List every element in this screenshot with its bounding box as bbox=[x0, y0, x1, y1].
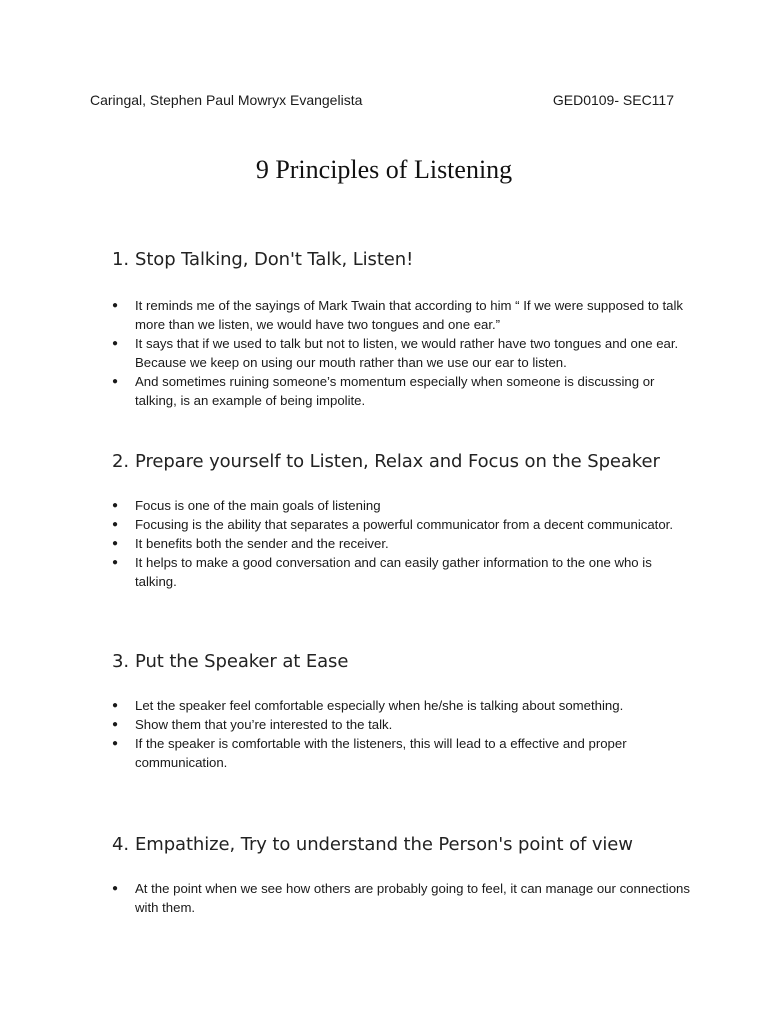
bullet-list bbox=[112, 879, 692, 917]
section-heading-text: Stop Talking, Don't Talk, Listen! bbox=[135, 249, 414, 270]
section-heading bbox=[112, 450, 692, 474]
section-heading bbox=[112, 248, 692, 272]
bullet-item: ● It reminds me of the sayings of Mark Twain that according to him “ If we were supposed to talk more than we listen, we would have two tongues and one ear.” bbox=[112, 296, 692, 334]
author-name: Caringal, Stephen Paul Mowryx Evangelista bbox=[90, 92, 363, 108]
section-3 bbox=[112, 650, 692, 772]
course-code: GED0109- SEC117 bbox=[552, 92, 674, 108]
section-number: 4. bbox=[112, 834, 129, 855]
bullet-item: ● It says that if we used to talk but not to listen, we would rather have two tongues and one ear. Because we keep on using our mouth rather than we use our ear to listen. bbox=[112, 334, 692, 372]
bullet-list bbox=[112, 296, 692, 410]
section-heading-text: Empathize, Try to understand the Person's point of view bbox=[135, 834, 633, 855]
bullet-list bbox=[112, 496, 692, 591]
bullet-item: ● And sometimes ruining someone’s momentum especially when someone is discussing or talking, is an example of being impolite. bbox=[112, 372, 692, 410]
section-heading-text: Put the Speaker at Ease bbox=[135, 651, 349, 672]
section-2 bbox=[112, 450, 692, 591]
section-number: 2. bbox=[112, 451, 129, 472]
section-number: 3. bbox=[112, 651, 129, 672]
section-heading-text: Prepare yourself to Listen, Relax and Focus on the Speaker bbox=[135, 451, 660, 472]
section-heading bbox=[112, 833, 692, 857]
bullet-item: ● Let the speaker feel comfortable especially when he/she is talking about something. bbox=[112, 696, 692, 715]
document-header bbox=[90, 92, 674, 112]
bullet-item: ● It benefits both the sender and the receiver. bbox=[112, 534, 692, 553]
section-4 bbox=[112, 833, 692, 917]
section-1 bbox=[112, 248, 692, 410]
bullet-item: ● Focusing is the ability that separates a powerful communicator from a decent communicator. bbox=[112, 515, 692, 534]
document-title: 9 Principles of Listening bbox=[255, 155, 513, 184]
section-heading bbox=[112, 650, 692, 674]
section-number: 1. bbox=[112, 249, 129, 270]
bullet-list bbox=[112, 696, 692, 772]
bullet-item: ● At the point when we see how others are probably going to feel, it can manage our connections with them. bbox=[112, 879, 692, 917]
bullet-item: ● If the speaker is comfortable with the listeners, this will lead to a effective and proper communication. bbox=[112, 734, 692, 772]
bullet-item: ● It helps to make a good conversation and can easily gather information to the one who is talking. bbox=[112, 553, 692, 591]
bullet-item: ● Show them that you’re interested to the talk. bbox=[112, 715, 692, 734]
bullet-item: ● Focus is one of the main goals of listening bbox=[112, 496, 692, 515]
